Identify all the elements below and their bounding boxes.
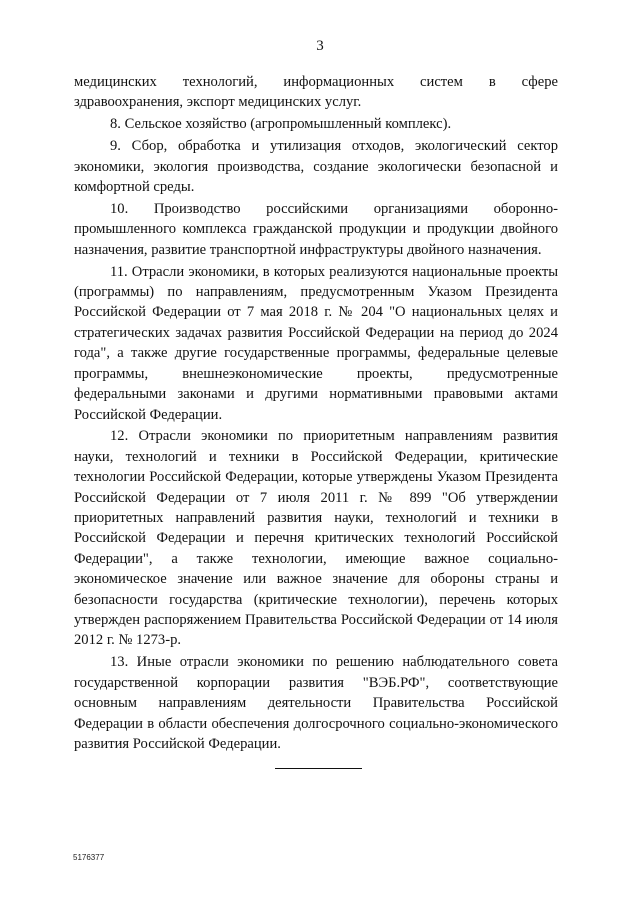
paragraph-continuation: медицинских технологий, информационных систем в сфере здравоохранения, экспорт медицинских услуг.	[74, 74, 558, 111]
paragraph-item-9: 9. Сбор, обработка и утилизация отходов, экологический сектор экономики, экология производства, создание экологически безопасной и комфортной среды.	[74, 138, 558, 196]
document-body	[74, 72, 558, 756]
paragraph-item-11: 11. Отрасли экономики, в которых реализуются национальные проекты (программы) по направлениям, предусмотренным Указом Президента Российской Федерации от 7 мая 2018 г. № 204 "О национальных целях и стратегических задачах развития Российской Федерации на период до 2024 года", а также другие государственные программы, федеральные целевые программы, внешнеэкономические проекты, предусмотренные федеральными законами и другими нормативными правовыми актами Российской Федерации.	[74, 263, 558, 423]
page-number: 3	[316, 38, 324, 54]
paragraph-item-8: 8. Сельское хозяйство (агропромышленный комплекс).	[110, 116, 452, 133]
paragraph-item-12: 12. Отрасли экономики по приоритетным направлениям развития науки, технологий и техники в Российской Федерации, критические технологии Российской Федерации, которые утверждены Указом Президента Российской Федерации от 7 июля 2011 г. № 899 "Об утверждении приоритетных направлений развития науки, технологий и техники в Российской Федерации и перечня критических технологий Российской Федерации", а также технологии, имеющие важное социально-экономическое значение или важное значение для обороны страны и безопасности государства (критические технологии), перечень которых утвержден распоряжением Правительства Российской Федерации от 14 июля 2012 г. № 1273-р.	[74, 428, 558, 649]
paragraph-item-10: 10. Производство российскими организациями оборонно-промышленного комплекса гражданской продукции и продукции двойного назначения, развитие транспортной инфраструктуры двойного назначения.	[74, 200, 558, 258]
document-id: 5176377	[73, 853, 105, 862]
paragraph-item-13: 13. Иные отрасли экономики по решению наблюдательного совета государственной корпорации развития "ВЭБ.РФ", соответствующие основным направлениям деятельности Правительства Российской Федерации в области обеспечения долгосрочного социально-экономического развития Российской Федерации.	[74, 654, 558, 752]
end-divider	[275, 768, 362, 769]
